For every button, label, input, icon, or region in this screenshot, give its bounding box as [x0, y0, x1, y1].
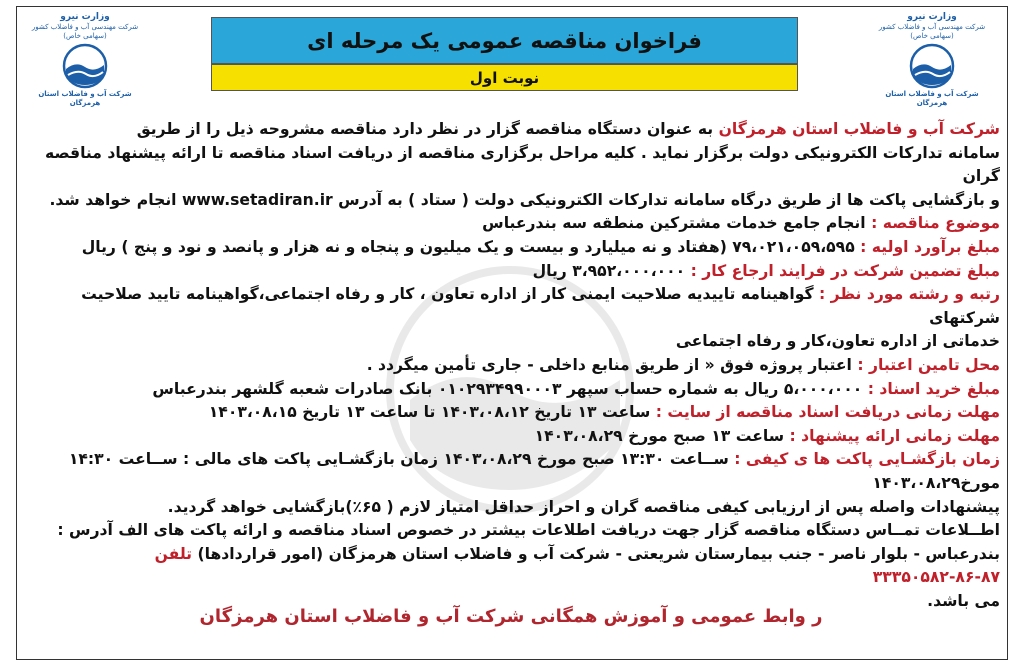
subject-row [24, 212, 1000, 236]
grade-row [24, 283, 1000, 330]
intro-text: به عنوان دستگاه مناقصه گزار در نظر دارد مناقصه مشروحه ذیل را از طریق [136, 120, 719, 138]
eval-note: پیشنهادات واصله پس از ارزیابی کیفی مناقصه گران و احراز حداقل امتیاز لازم ( ۶۵٪)بازگشایی خواهد گردید. [167, 497, 1000, 516]
funding-row [24, 354, 1000, 378]
page-title: فراخوان مناقصه عمومی یک مرحله ای [211, 17, 798, 64]
logo-company-sub: (سهامی خاص) [63, 32, 107, 40]
org-name: شرکت آب و فاضلاب استان هرمزگان [718, 120, 1000, 138]
opening-value: ســاعت ۱۳:۳۰ صبح مورخ ۱۴۰۳،۰۸،۲۹ زمان بازگشـایی پاکت های مالی : ســاعت ۱۴:۳۰ [68, 450, 729, 469]
grade-value: گواهینامه تاییدیه صلاحیت ایمنی کار از اداره تعاون ، کار و رفاه اجتماعی،گواهینامه تایید صلاحیت شرکتهای [81, 285, 1000, 327]
tender-body [24, 118, 1000, 613]
guarantee-row [24, 260, 1000, 284]
opening-row [24, 448, 1000, 472]
logo-caption: شرکت آب و فاضلاب استان هرمزگان [885, 90, 979, 107]
subject-value: انجام جامع خدمات مشترکین منطقه سه بندرعباس [482, 214, 866, 233]
logo-company-text: شرکت مهندسی آب و فاضلاب کشور [31, 23, 139, 31]
opening-row-cont: مورخ۱۴۰۳،۰۸،۲۹ [872, 473, 1000, 492]
company-logo-left [30, 12, 140, 112]
water-drop-logo-icon [905, 43, 959, 89]
subject-label: موضوع مناقصه : [865, 214, 1000, 233]
grade-label: رتبه و رشته مورد نظر : [813, 285, 1000, 304]
logo-caption: شرکت آب و فاضلاب استان هرمزگان [38, 90, 132, 107]
contact-row-end: می باشد. [927, 591, 1000, 610]
estimate-label: مبلغ برآورد اولیه : [854, 237, 1000, 256]
logo-company-text: شرکت مهندسی آب و فاضلاب کشور [878, 23, 986, 31]
bid-deadline-value: ساعت ۱۳ صبح مورخ ۱۴۰۳،۰۸،۲۹ [534, 426, 785, 445]
company-logo-right [877, 12, 987, 112]
guarantee-value: ۳،۹۵۲،۰۰۰،۰۰۰ ریال [532, 261, 686, 280]
logo-company-sub: (سهامی خاص) [910, 32, 954, 40]
bid-deadline-row [24, 425, 1000, 449]
docs-deadline-row [24, 401, 1000, 425]
logo-ministry-text: وزارت نیرو [907, 12, 957, 22]
footer-signature: ر وابط عمومی و آموزش همگانی شرکت آب و فاضلاب استان هرمزگان [199, 606, 823, 627]
logo-ministry-text: وزارت نیرو [60, 12, 110, 22]
water-drop-logo-icon [58, 43, 112, 89]
docs-price-row [24, 378, 1000, 402]
intro-line [24, 118, 1000, 142]
contact-address: بندرعباس - بلوار ناصر - جنب بیمارستان شریعتی - شرکت آب و فاضلاب استان هرمزگان (امور قراردادها) [192, 544, 1000, 563]
bid-deadline-label: مهلت زمانی ارائه پیشنهاد : [784, 426, 1000, 445]
guarantee-label: مبلغ تضمین شرکت در فرایند ارجاع کار : [685, 261, 1000, 280]
round-badge: نوبت اول [211, 64, 798, 91]
docs-price-value: ۵،۰۰۰،۰۰۰ ریال به شماره حساب سپهر ۰۱۰۲۹۳۴۹۹۰۰۰۳ بانک صادرات شعبه گلشهر بندرعباس [152, 379, 863, 398]
contact-phone: تلفن ۸۷-۸۶-۳۳۳۵۰۵۸۲ [154, 544, 1000, 587]
intro-line: سامانه تدارکات الکترونیکی دولت برگزار نماید . کلیه مراحل برگزاری مناقصه از دریافت اسناد مناقصه تا ارائه پیشنهاد مناقصه گران [45, 143, 1000, 186]
docs-deadline-value: ساعت ۱۳ تاریخ ۱۴۰۳،۰۸،۱۲ تا ساعت ۱۳ تاریخ ۱۴۰۳،۰۸،۱۵ [208, 403, 651, 422]
estimate-row [24, 236, 1000, 260]
opening-label: زمان بازگشـایی پاکت ها ی کیفی : [728, 450, 1000, 469]
contact-row: اطــلاعات تمــاس دستگاه مناقصه گزار جهت دریافت اطلاعات بیشتر در خصوص اسناد مناقصه و ارائه پاکت های الف آدرس : [57, 521, 1000, 540]
funding-label: محل تامین اعتبار : [851, 355, 1000, 374]
docs-deadline-label: مهلت زمانی دریافت اسناد مناقصه از سایت : [650, 403, 1000, 422]
estimate-value: ۷۹،۰۲۱،۰۵۹،۵۹۵ (هفتاد و نه میلیارد و بیست و یک میلیون و پنجاه و نه هزار و پانصد و نود و پنج ) ریال [81, 237, 855, 256]
funding-value: اعتبار پروژه فوق « از طریق منابع داخلی - جاری تأمین میگردد . [366, 355, 852, 374]
contact-row [24, 543, 1000, 590]
intro-line: و بازگشایی پاکت ها از طریق درگاه سامانه تدارکات الکترونیکی دولت ( ستاد ) به آدرس www.setadiran.ir انجام خواهد شد. [49, 190, 1000, 209]
grade-row-cont: خدماتی از اداره تعاون،کار و رفاه اجتماعی [675, 332, 1000, 351]
docs-price-label: مبلغ خرید اسناد : [862, 379, 1000, 398]
